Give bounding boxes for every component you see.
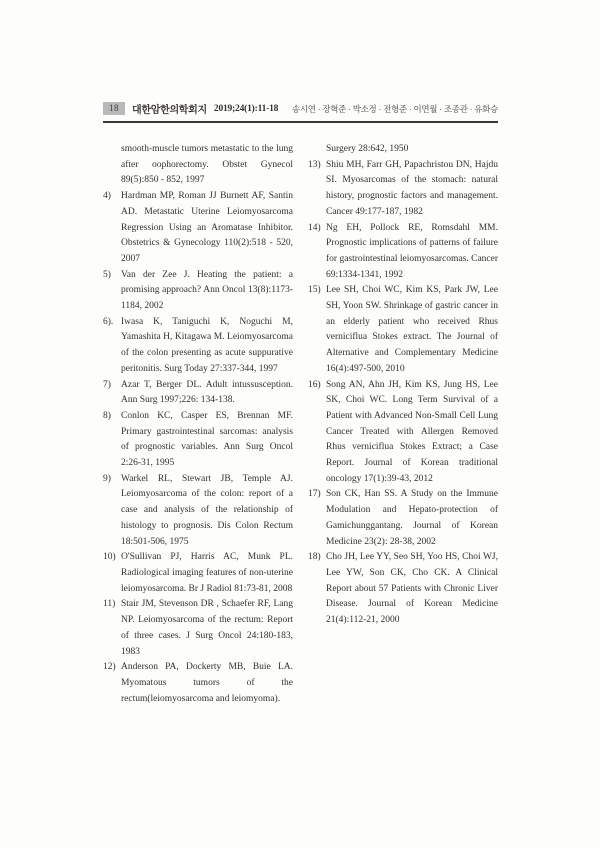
- reference-text: Ng EH, Pollock RE, Romsdahl MM. Prognostic implications of patterns of failure for gastrointestinal leiomyosarcomas. Cancer 69:1334-1341, 1992: [326, 222, 499, 280]
- reference-number: 15): [308, 285, 321, 296]
- reference-entry: [308, 221, 498, 284]
- reference-text: Warkel RL, Stewart JB, Temple AJ. Leiomyosarcoma of the colon: report of a case and analysis of the relationship of histology to prognosis. Dis Colon Rectum 18:501-506, 1975: [121, 473, 293, 547]
- author-names: 송시연 · 장혁준 · 박소정 · 전형준 · 이연월 · 조종관 · 유화승: [291, 103, 498, 114]
- reference-entry: [308, 158, 498, 221]
- reference-text: Conlon KC, Casper ES, Brennan MF. Primary gastrointestinal sarcomas: analysis of prognostic variables. Ann Surg Oncol 2:26-31, 1995: [121, 410, 293, 469]
- reference-number: 8): [103, 410, 111, 421]
- reference-entry: [308, 378, 498, 488]
- reference-text: Song AN, Ahn JH, Kim KS, Jung HS, Lee SK, Choi WC. Long Term Survival of a Patient with Advanced Non-Small Cell Lung Cancer Treated with Allergen Removed Rhus verniciflua Stokes Extract; a Case Report. Journal of Korean traditional oncology 17(1):39-43, 2012: [326, 379, 498, 484]
- header-left: [103, 101, 278, 116]
- reference-entry: [308, 550, 498, 629]
- references-section: [103, 142, 498, 707]
- reference-text: Cho JH, Lee YY, Seo SH, Yoo HS, Choi WJ, Lee YW, Son CK, Cho CK. A Clinical Report about 57 Patients with Chronic Liver Disease. Journal of Korean Medicine 21(4):112-21, 2000: [326, 552, 498, 626]
- reference-entry: [103, 315, 293, 378]
- reference-text: Hardman MP, Roman JJ Burnett AF, Santin AD. Metastatic Uterine Leiomyosarcoma Regression Using an Aromatase Inhibitor. Obstetrics & Gynecology 110(2):518 - 520, 2007: [121, 191, 293, 264]
- reference-text: Anderson PA, Dockerty MB, Buie LA. Myomatous tumors of the rectum(leiomyosarcoma and leiomyoma).: [121, 662, 293, 704]
- journal-title: 대한암한의학회지: [132, 105, 207, 116]
- reference-text: O'Sullivan PJ, Harris AC, Munk PL. Radiological imaging features of non-uterine leiomyosarcoma. Br J Radiol 81:73-81, 2008: [121, 552, 293, 594]
- references-left-column: [103, 142, 293, 707]
- reference-text: Lee SH, Choi WC, Kim KS, Park JW, Lee SH, Yoon SW. Shrinkage of gastric cancer in an elderly patient who received Rhus verniciflua Stokes extract. The Journal of Alternative and Complementary Medicine 16(4):497-500, 2010: [326, 285, 498, 374]
- reference-entry: [103, 142, 293, 189]
- reference-text: Shiu MH, Farr GH, Papachristou DN, Hajdu SI. Myosarcomas of the stomach: natural history, prognostic factors and management. Cancer 49:177-187, 1982: [326, 159, 498, 217]
- reference-number: 12): [103, 662, 116, 673]
- reference-number: 4): [103, 191, 111, 202]
- reference-text: Iwasa K, Taniguchi K, Noguchi M, Yamashita H, Kitagawa M. Leiomyosarcoma of the colon presenting as acute suppurative peritonitis. Surg Today 27:337-344, 1997: [121, 316, 293, 374]
- reference-entry: [308, 283, 498, 377]
- reference-number: [103, 142, 121, 189]
- reference-number: 6).: [103, 316, 114, 327]
- reference-text: Surgery 28:642, 1950: [326, 144, 409, 154]
- reference-entry: [103, 409, 293, 472]
- references-right-column: [308, 142, 498, 707]
- reference-text: Stair JM, Stevenson DR , Schaefer RF, Lang NP. Leiomyosarcoma of the rectum: Report of three cases. J Surg Oncol 24:180-183, 1983: [121, 599, 293, 657]
- reference-text: Son CK, Han SS. A Study on the Immune Modulation and Hepato-protection of Gamichunggantang. Journal of Korean Medicine 23(2): 28-38, 2002: [326, 489, 498, 547]
- reference-entry: [103, 189, 293, 268]
- reference-number: 14): [308, 222, 321, 233]
- reference-number: 16): [308, 379, 321, 390]
- page-number: 18: [103, 102, 125, 115]
- reference-number: [308, 142, 326, 158]
- reference-number: 10): [103, 552, 116, 563]
- reference-number: 17): [308, 489, 321, 500]
- reference-entry: [103, 597, 293, 660]
- reference-text: Van der Zee J. Heating the patient: a promising approach? Ann Oncol 13(8):1173-1184, 2002: [121, 269, 293, 312]
- reference-entry: [103, 472, 293, 551]
- reference-entry: [103, 378, 293, 409]
- reference-number: 5): [103, 269, 111, 280]
- reference-text: smooth-muscle tumors metastatic to the lung after oophorectomy. Obstet Gynecol 89(5):850 - 852, 1997: [121, 144, 293, 186]
- reference-entry: [103, 660, 293, 707]
- reference-entry: [103, 268, 293, 315]
- running-header: [103, 101, 498, 123]
- reference-number: 11): [103, 599, 116, 610]
- reference-number: 18): [308, 552, 321, 563]
- reference-entry: [308, 142, 498, 158]
- reference-number: 9): [103, 473, 111, 484]
- journal-citation: 2019;24(1):11-18: [213, 103, 279, 114]
- reference-number: 13): [308, 159, 321, 170]
- reference-number: 7): [103, 379, 111, 390]
- reference-text: Azar T, Berger DL. Adult intussusception. Ann Surg 1997;226: 134-138.: [121, 379, 293, 406]
- reference-entry: [103, 550, 293, 597]
- reference-entry: [308, 487, 498, 550]
